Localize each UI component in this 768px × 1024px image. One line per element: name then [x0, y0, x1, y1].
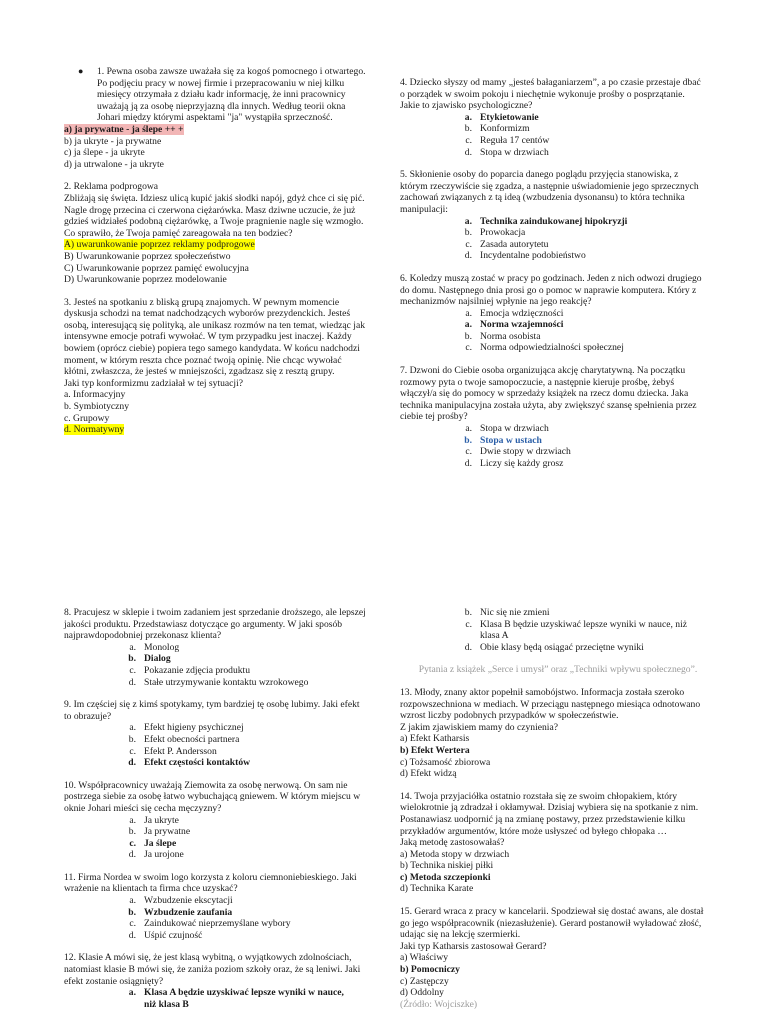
question-15-text: 15. Gerard wraca z pracy w kancelarii. Spodziewał się dostać awans, ale dostał go jego współpracownik (niezasłużenie). Gerard postanowił wyładować złość, udając się na lekcję szermierki. [400, 906, 704, 941]
q4-option: a. Etykietowanie [464, 111, 539, 123]
question-3-text: 3. Jesteś na spotkaniu z bliską grupą znajomych. W pewnym momencie dyskusja schodzi na temat nadchodzących wyborów prezydenckich. Jesteś osobą, interesującą się polityką, ale unikasz rozmów na ten temat, wiedząc jak intensywne emocje potrafi wywołać. W tym przypadku jest inaczej. Każdy bowiem (oprócz ciebie) popiera tego samego kandydata. W końcu nadchodzi moment, w którym reszta chce poznać twoją opinię. Nie chcąc wywołać kłótni, zwłaszcza, że jesteś w mniejszości, zgadzasz się z resztą grupy. [64, 296, 366, 378]
q14-option-a: a) Metoda stopy w drzwiach [400, 848, 510, 860]
q7-option: d. Liczy się każdy grosz [464, 457, 564, 469]
question-14-text: 14. Twoja przyjaciółka ostatnio rozstała się ze swoim chłopakiem, który wielokrotnie ją zdradzał i okłamywał. Dzisiaj wybiera się na spotkanie z nim. Postanawiasz uodpornić ją na zmianę postawy, przez przedstawienie kilku przykładów argumentów, które może usłyszeć od byłego chłopaka … [400, 790, 699, 837]
q5-options [400, 216, 706, 262]
question-12-text: 12. Klasie A mówi się, że jest klasą wybitną, o wyjątkowych zdolnościach, natomiast klasie B mówi się, że zaniża poziom szkoły oraz, że są leniwi. Jaki efekt zostanie osiągnięty? [64, 952, 361, 987]
q7-option: c. Dwie stopy w drzwiach [465, 446, 571, 458]
q10-option: d. Ja urojone [128, 849, 184, 861]
q12-option: c. Klasa B będzie uzyskiwać lepsze wyniki w nauce, niż klasa A [465, 618, 687, 642]
question-2-text: Zbliżają się święta. Idziesz ulicą kupić jakiś słodki napój, gdyż chce ci się pić. Nagle drogę przecina ci czerwona ciężarówka. Masz dziwne uczucie, że już gdzieś widziałeś podobną ciężarówkę, a Twoje pragnienie nagle się wzmogło. [64, 192, 365, 228]
q5-option: b. Prowokacja [464, 227, 526, 239]
q14-option-b: b) Technika niskiej piłki [400, 860, 494, 872]
q14-option-d: d) Technika Karate [400, 883, 474, 895]
q1-option-d: d) ja utrwalone - ja ukryte [64, 158, 164, 170]
q6-options [400, 308, 706, 354]
q9-option: b. Efekt obecności partnera [128, 733, 240, 745]
q5-option: d. Incydentalne podobieństwo [464, 250, 586, 262]
q12-option: b. Nic się nie zmieni [464, 607, 550, 618]
q14-option-c: c) Metoda szczepionki [400, 871, 491, 883]
q4-option: c. Reguła 17 centów [465, 134, 550, 146]
question-2-question: Co sprawiło, że Twoja pamięć zareagowała na ten bodziec? [64, 227, 293, 239]
q2-option-c: C) Uwarunkowanie poprzez pamięć ewolucyjna [64, 262, 249, 274]
q12-option: a. Klasa A będzie uzyskiwać lepsze wyniki w nauce, niż klasa B [128, 987, 344, 1010]
right-top-column [400, 77, 706, 469]
q13-option-d: d) Efekt widzą [400, 768, 457, 780]
q1-option-b: b) ja ukryte - ja prywatne [64, 135, 162, 147]
q3-option-b: b. Symbiotyczny [64, 401, 130, 413]
question-14-question: Jaką metodę zastosowałaś? [400, 837, 505, 849]
q7-options [400, 423, 706, 469]
q12-options [64, 987, 367, 1010]
q1-option-a: a) ja prywatne - ja ślepe ++ + [64, 123, 184, 135]
right-bottom-column [400, 607, 706, 1010]
q13-option-c: c) Tożsamość zbiorowa [400, 756, 491, 768]
question-9-text: 9. Im częściej się z kimś spotykamy, tym bardziej tę osobę lubimy. Jaki efekt to obrazuje? [64, 699, 360, 722]
q11-options [64, 895, 367, 941]
question-10-text: 10. Współpracownicy uważają Ziemowita za osobę nerwową. On sam nie postrzega siebie za osobę łatwo wybuchającą gniewem. W którym miejscu w oknie Johari mieści się cecha męczyzny? [64, 779, 361, 814]
q11-option: c. Zaindukować nieprzemyślane wybory [129, 918, 291, 930]
q11-option: b. Wzbudzenie zaufania [128, 906, 233, 918]
question-13-text: 13. Młody, znany aktor popełnił samobójstwo. Informacja została szeroko rozpowszechniona w mediach. W przeciągu następnego miesiąca odnotowano wzrost liczby podobnych przypadków w społeczeństwie. [400, 686, 701, 722]
q12-options-continued [400, 607, 706, 653]
q15-option-b: b) Pomocniczy [400, 964, 460, 976]
q13-option-b: b) Efekt Wertera [400, 744, 470, 756]
q15-source: (Źródło: Wojciszke) [400, 998, 478, 1010]
left-bottom-column [64, 607, 367, 1010]
question-1-text: 1. Pewna osoba zawsze uważała się za kogoś pomocnego i otwartego. Po podjęciu pracy w nowej firmie i przepracowaniu w niej kilku miesięcy otrzymała z działu kadr informację, że inni pracownicy uważają ją za osobę nieprzyjazną dla innych. Według teorii okna Johari między którymi aspektami "ja" wystąpiła sprzeczność. [97, 66, 366, 124]
q6-option: b. Norma osobista [464, 330, 541, 342]
q11-option: d. Uśpić czujność [128, 929, 203, 941]
bullet-icon: ● [78, 66, 84, 76]
q4-options [400, 112, 706, 158]
question-13-question: Z jakim zjawiskiem mamy do czynienia? [400, 721, 558, 733]
q8-option: d. Stałe utrzymywanie kontaktu wzrokowego [128, 676, 309, 688]
q12-option: d. Obie klasy będą osiągać przeciętne wyniki [464, 641, 644, 653]
q7-option: a. Stopa w drzwiach [465, 423, 549, 435]
question-5-text: 5. Skłonienie osoby do poparcia danego poglądu przyjęcia stanowiska, z którym rzeczywiście się zgadza, a następnie uświadomienie jego sprzecznych zachowań związanych z tą ideą (wzbudzenia dysonansu) to która technika manipulacji: [400, 169, 699, 215]
q8-options [64, 642, 367, 688]
question-4-text: 4. Dziecko słyszy od mamy „jesteś bałaganiarzem”, a po czasie przestaje dbać o porządek w swoim pokoju i niechętnie wykonuje prośby o posprzątanie. Jakie to zjawisko psychologiczne? [400, 77, 701, 112]
question-2-title: 2. Reklama podprogowa [64, 181, 159, 193]
question-15-question: Jaki typ Katharsis zastosował Gerard? [400, 940, 547, 952]
q5-option: a. Technika zaindukowanej hipokryzji [464, 215, 628, 227]
q1-option-c: c) ja ślepe - ja ukryte [64, 147, 145, 159]
q10-option: b. Ja prywatne [128, 826, 191, 838]
q9-option: a. Efekt higieny psychicznej [129, 722, 244, 734]
question-8-text: 8. Pracujesz w sklepie i twoim zadaniem jest sprzedanie droższego, ale lepszej jakości produktu. Przedstawiasz dotyczące go argumenty. W jaki sposób najprawdopodobniej przekonasz klienta? [64, 607, 366, 642]
q10-options [64, 815, 367, 861]
q3-option-a: a. Informacyjny [64, 389, 126, 401]
q8-option: b. Dialog [128, 653, 171, 665]
q10-option: c. Ja ślepe [129, 837, 177, 849]
question-7-text: 7. Dzwoni do Ciebie osoba organizująca akcję charytatywną. Na początku rozmowy pyta o twoje samopoczucie, a następnie kieruje prośbę, żebyś włączył/a się do pomocy w sprzedaży książek na rzecz domu dziecka. Jaka technika manipulacyjna została użyta, aby zwiększyć szansę spełnienia przez ciebie tej prośby? [400, 365, 697, 423]
q2-option-a: A) uwarunkowanie poprzez reklamy podprogowe [64, 239, 255, 251]
q2-option-b: B) Uwarunkowanie poprzez społeczeństwo [64, 250, 231, 262]
q10-option: a. Ja ukryte [129, 814, 179, 826]
q9-option: c. Efekt P. Andersson [129, 745, 217, 757]
q13-option-a: a) Efekt Katharsis [400, 733, 470, 745]
q9-option: d. Efekt częstości kontaktów [128, 757, 251, 769]
q11-option: a. Wzbudzenie ekscytacji [129, 895, 233, 907]
q15-option-d: d) Oddolny [400, 987, 444, 999]
question-11-text: 11. Firma Nordea w swoim logo korzysta z koloru ciemnoniebieskiego. Jaki wrażenie na klientach ta firma chce uzyskać? [64, 871, 357, 895]
left-top-column [64, 66, 367, 436]
q8-option: c. Pokazanie zdjęcia produktu [129, 664, 251, 676]
q7-option: b. Stopa w ustach [464, 434, 542, 446]
question-6-text: 6. Koledzy muszą zostać w pracy po godzinach. Jeden z nich odwozi drugiego do domu. Następnego dnia prosi go o pomoc w naprawie komputera. Który z mechanizmów najsilniej wpłynie na jego reakcję? [400, 272, 702, 308]
question-3-question: Jaki typ konformizmu zadziałał w tej sytuacji? [64, 377, 244, 389]
q2-option-d: D) Uwarunkowanie poprzez modelowanie [64, 274, 227, 286]
q6-option: a. Norma wzajemności [464, 319, 564, 331]
q4-option: d. Stopa w drzwiach [464, 146, 549, 158]
q15-option-c: c) Zastępczy [400, 975, 449, 987]
q3-option-c: c. Grupowy [64, 412, 110, 424]
q6-option: c. Norma odpowiedzialności społecznej [465, 342, 624, 354]
source-note: Pytania z książek „Serce i umysł” oraz „Techniki wpływu społecznego”. [418, 664, 698, 676]
q6-option: a. Emocja wdzięczności [465, 307, 564, 319]
q15-option-a: a) Właściwy [400, 952, 449, 964]
q3-option-d: d. Normatywny [64, 424, 125, 436]
q8-option: a. Monolog [129, 641, 180, 653]
question-1 [64, 66, 367, 124]
q9-options [64, 722, 367, 768]
q4-option: b. Konformizm [464, 123, 530, 135]
q5-option: c. Zasada autorytetu [465, 238, 549, 250]
